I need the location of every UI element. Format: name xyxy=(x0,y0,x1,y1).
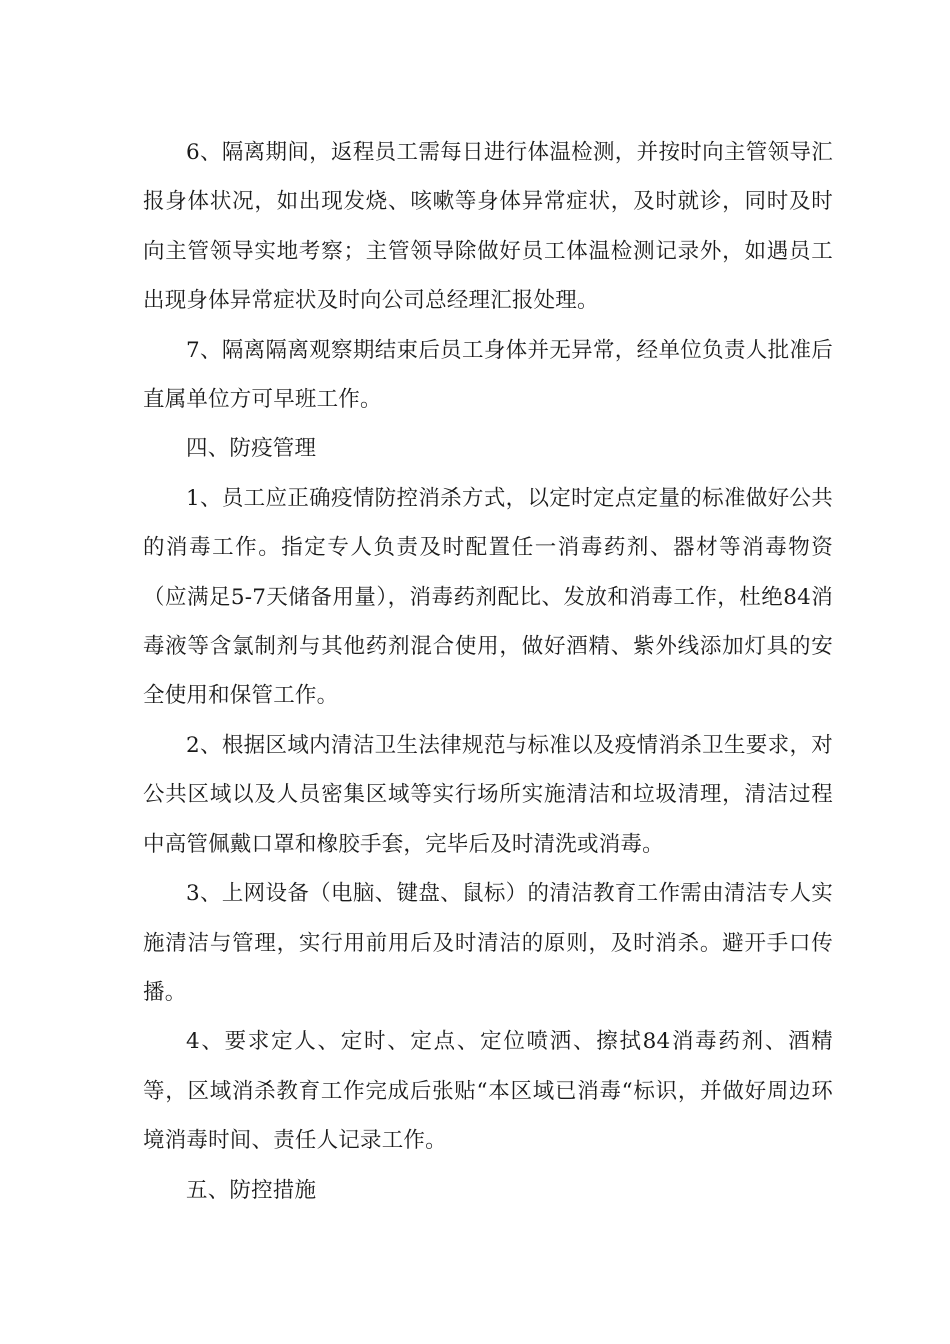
section-heading-epidemic-management: 四、防疫管理 xyxy=(186,436,317,462)
paragraph-spraying-disinfection: 4、要求定人、定时、定点、定位喷洒、擦拭84消毒药剂、酒精等，区域消杀教育工作完成后张贴“本区域已消毒“标识，并做好周边环境消毒时间、责任人记录工作。 xyxy=(143,1029,833,1154)
document-body xyxy=(143,128,833,1215)
paragraph-disinfection-method: 1、员工应正确疫情防控消杀方式，以定时定点定量的标准做好公共的消毒工作。指定专人负责及时配置任一消毒药剂、器材等消毒物资（应满足5-7天储备用量），消毒药剂配比、发放和消毒工作，杜绝84消毒液等含氯制剂与其他药剂混合使用，做好酒精、紫外线添加灯具的安全使用和保管工作。 xyxy=(143,485,833,709)
paragraph-isolation-temperature: 6、隔离期间，返程员工需每日进行体温检测，并按时向主管领导汇报身体状况，如出现发烧、咳嗽等身体异常症状，及时就诊，同时及时向主管领导实地考察；主管领导除做好员工体温检测记录外，如遇员工出现身体异常症状及时向公司总经理汇报处理。 xyxy=(143,140,833,314)
paragraph-device-cleaning: 3、上网设备（电脑、键盘、鼠标）的清洁教育工作需由清洁专人实施清洁与管理，实行用前用后及时清洁的原则，及时消杀。避开手口传播。 xyxy=(143,881,833,1005)
paragraph-area-cleaning: 2、根据区域内清洁卫生法律规范与标准以及疫情消杀卫生要求，对公共区域以及人员密集区域等实行场所实施清洁和垃圾清理，清洁过程中高管佩戴口罩和橡胶手套，完毕后及时清洗或消毒。 xyxy=(143,732,833,857)
section-heading-prevention-measures: 五、防控措施 xyxy=(186,1177,317,1203)
paragraph-observation-end: 7、隔离隔离观察期结束后员工身体并无异常，经单位负责人批准后直属单位方可早班工作。 xyxy=(143,337,833,413)
